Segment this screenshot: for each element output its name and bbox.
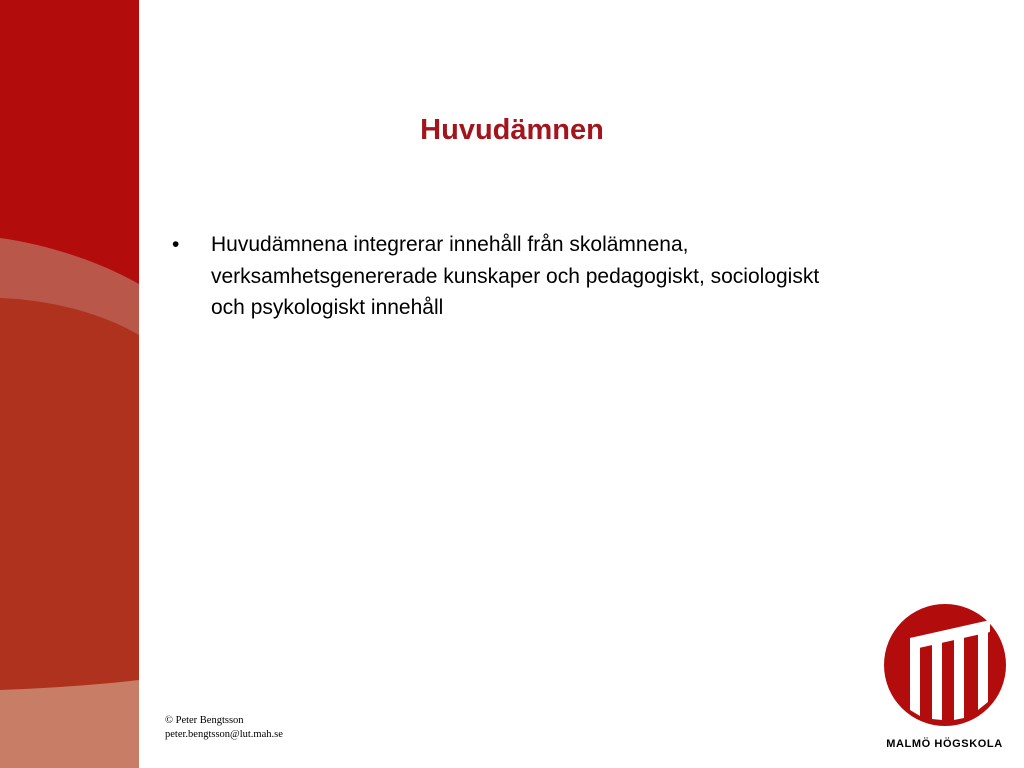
slide-title xyxy=(0,114,1024,147)
bullet-text: Huvudämnena integrerar innehåll från skolämnena, verksamhetsgenererade kunskaper och pedagogiskt, sociologiskt och psykologiskt innehåll xyxy=(211,233,820,319)
logo-pillar-inner-2 xyxy=(954,637,964,720)
band-arc-bottom xyxy=(0,680,139,768)
bullet-marker: • xyxy=(172,233,180,256)
logo-pillar-left xyxy=(910,636,920,716)
logo-pillar-right xyxy=(978,631,988,710)
logo-wordmark: MALMÖ HÖGSKOLA xyxy=(886,738,1003,750)
bullet-list xyxy=(170,229,850,324)
logo-pillar-inner-1 xyxy=(932,642,942,720)
footer xyxy=(165,714,283,741)
footer-email: peter.bengtsson@lut.mah.se xyxy=(165,728,283,740)
logo-emblem-icon xyxy=(872,598,1017,733)
slide-title-text: Huvudämnen xyxy=(420,114,604,146)
bullet-item xyxy=(170,229,850,324)
malmo-hogskola-logo xyxy=(872,598,1017,758)
footer-copyright: © Peter Bengtsson xyxy=(165,715,244,726)
